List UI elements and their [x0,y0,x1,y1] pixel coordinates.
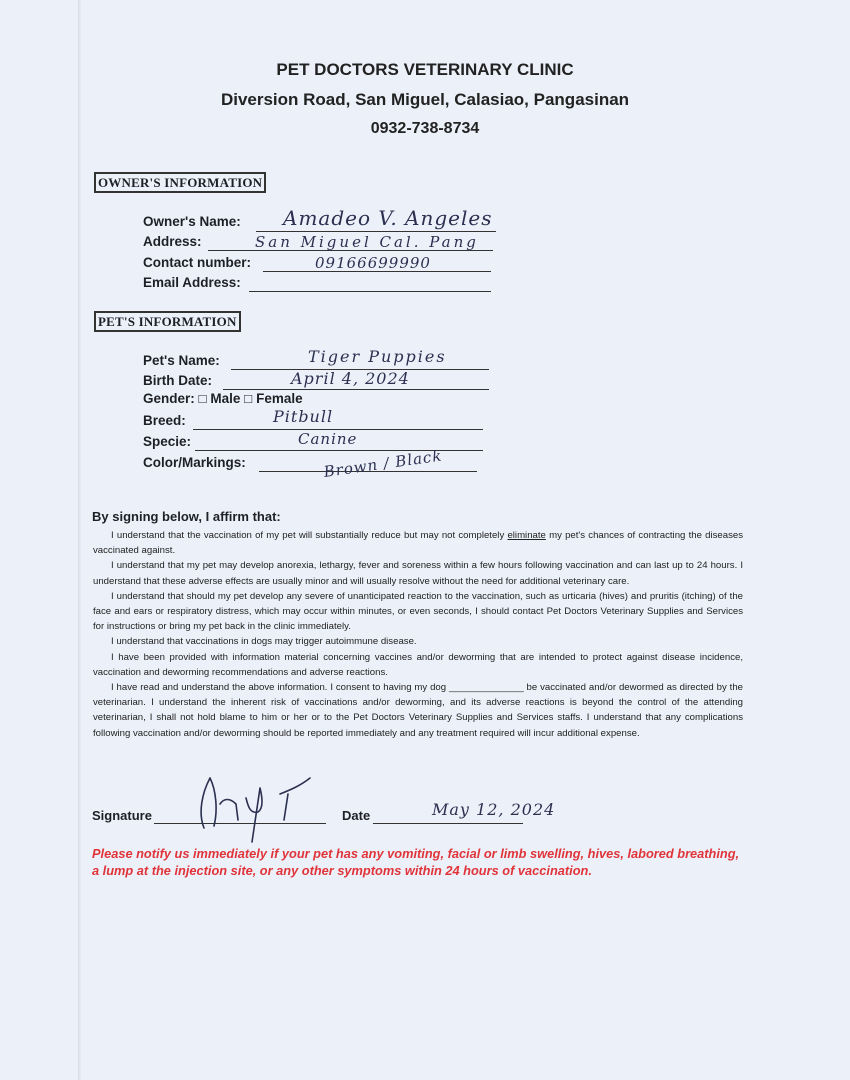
signature-row [92,800,752,828]
consent-text [93,528,743,741]
clinic-phone: 0932-738-8734 [370,120,480,137]
email-label: Email Address: [143,275,241,290]
consent-paragraph: I have been provided with information material concerning vaccines and/or deworming that are intended to protect against disease incidence, vaccination and deworming recommendations and adverse reactions. [93,651,743,678]
address-field[interactable]: San Miguel Cal. Pang [255,233,479,251]
clinic-address: Diversion Road, San Miguel, Calasiao, Pangasinan [220,90,630,109]
pet-section-title: PET'S INFORMATION [94,311,241,332]
clinic-name: PET DOCTORS VETERINARY CLINIC [276,60,574,79]
consent-paragraph: I understand that my pet may develop anorexia, lethargy, fever and soreness within a few hours following vaccination and can last up to 24 hours. I understand that these adverse effects are usually minor and will usually resolve without the need for additional veterinary care. [93,560,743,587]
page-edge [78,0,82,1080]
breed-field[interactable]: Pitbull [273,407,334,426]
color-field[interactable]: Brown / Black [322,446,444,481]
address-label: Address: [143,234,202,249]
specie-label: Specie: [143,434,192,449]
birth-date-field[interactable]: April 4, 2024 [291,369,410,388]
contact-field[interactable]: 09166699990 [315,254,431,272]
owner-name-line [256,231,496,232]
affirm-title: By signing below, I affirm that: [92,509,281,524]
specie-field[interactable]: Canine [298,430,358,448]
dog-name-blank[interactable]: ______________ [448,682,524,694]
date-line [373,823,523,824]
consent-text-part: my pet's chances of contracting the diseases vaccinated against. [93,530,743,557]
consent-emphasis: eliminate [507,530,546,541]
contact-label: Contact number: [143,255,251,270]
gender-options[interactable]: Gender: □ Male □ Female [143,391,303,406]
signature-scribble[interactable] [192,758,322,843]
consent-text-part: I understand that the vaccination of my pet will substantially reduce but may not completely [111,530,508,541]
pet-name-label: Pet's Name: [143,353,220,368]
pet-name-field[interactable]: Tiger Puppies [308,347,447,366]
birth-date-line [223,389,489,390]
owner-name-label: Owner's Name: [143,214,241,229]
consent-paragraph [93,680,743,741]
vaccination-warning: Please notify us immediately if your pet has any vomiting, facial or limb swelling, hives, labored breathing, a lump at the injection site, or any other symptoms within 24 hours of vaccination. [92,846,740,878]
date-field[interactable]: May 12, 2024 [432,800,556,819]
consent-text-part: I have read and understand the above information. I consent to having my dog [111,682,449,694]
birth-date-label: Birth Date: [143,373,213,388]
consent-paragraph: I understand that should my pet develop any severe of unanticipated reaction to the vaccination, such as urticaria (hives) and pruritis (itching) of the face and ears or respiratory distress, which may occur within minutes, or even seconds, I should contact Pet Doctors Veterinary Supplies and Services for instructions or bring my pet back in the clinic immediately. [93,590,743,633]
owner-section-title: OWNER'S INFORMATION [94,172,266,193]
signature-label: Signature [92,808,152,823]
email-line [249,291,491,292]
color-label: Color/Markings: [143,455,246,470]
consent-paragraph [93,528,743,558]
consent-paragraph: I understand that vaccinations in dogs may trigger autoimmune disease. [111,636,417,648]
breed-label: Breed: [143,413,186,428]
owner-name-field[interactable]: Amadeo V. Angeles [283,206,493,230]
consent-text-part: be vaccinated and/or dewormed as directed by the veterinarian. I understand the inherent risk of vaccinations and/or deworming, and its adverse reactions is beyond the control of the attending veterinarian, I shall not hold blame to him or her or to the Pet Doctors Veterinary Supplies and Services staffs. I understand that any complications following vaccination and/or deworming should be reported immediately and any treatment required will incur additional expense. [93,682,743,739]
date-label: Date [342,808,371,823]
